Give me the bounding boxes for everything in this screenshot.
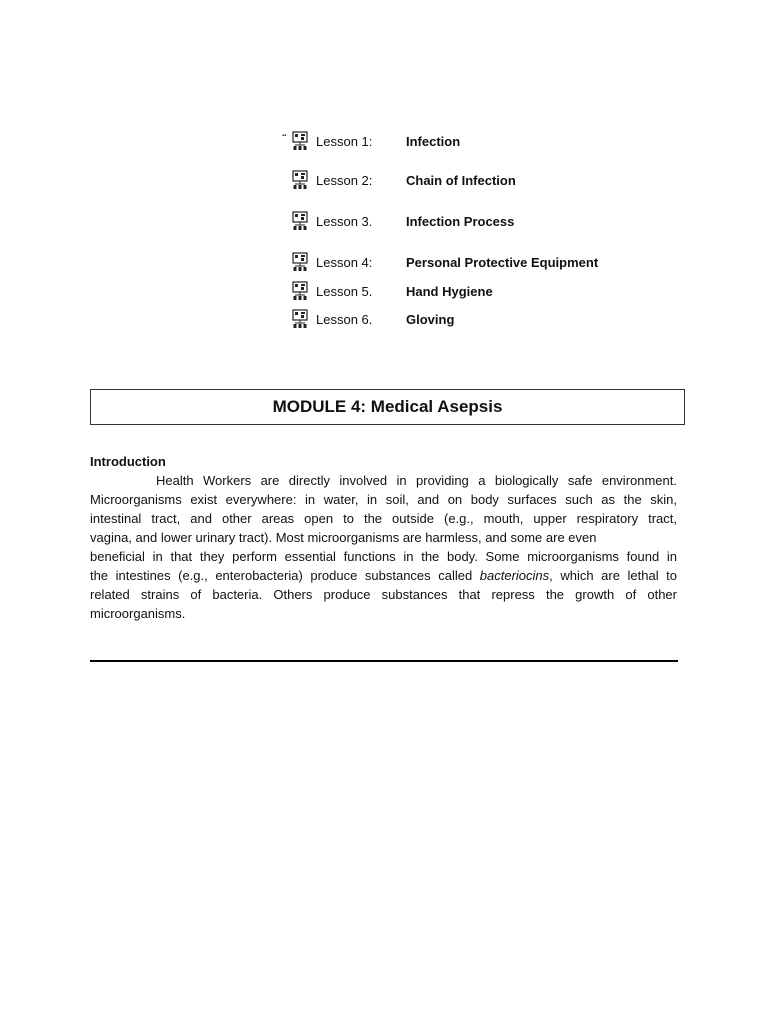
hierarchy-icon <box>292 211 308 231</box>
horizontal-rule <box>90 660 678 662</box>
module-title-box <box>90 389 685 425</box>
paragraph-line: vagina, and lower urinary tract). Most microorganisms are harmless, and some are even <box>90 530 597 545</box>
paragraph-line <box>90 471 677 490</box>
lesson-number: Lesson 2: <box>316 173 373 188</box>
paragraph-line: intestinal tract, and other areas open to the outside (e.g., mouth, upper respiratory tract, <box>90 511 677 526</box>
list-marker-icon: ▪▪ <box>282 133 287 139</box>
paragraph-line: beneficial in that they perform essential functions in the body. Some microorganisms found in <box>90 549 677 564</box>
paragraph-text: Health Workers are directly involved in providing a biologically safe environment. <box>156 473 677 488</box>
lesson-title: Hand Hygiene <box>406 284 493 299</box>
lesson-row-1 <box>280 131 700 153</box>
paragraph-line: related strains of bacteria. Others produce substances that repress the growth of other <box>90 587 677 602</box>
lesson-number: Lesson 5. <box>316 284 373 299</box>
paragraph-line: Microorganisms exist everywhere: in water, in soil, and on body surfaces such as the skin, <box>90 492 677 507</box>
italic-term: bacteriocins <box>479 568 550 583</box>
hierarchy-icon <box>292 252 308 272</box>
lesson-row-6 <box>280 309 700 331</box>
lesson-number: Lesson 1: <box>316 134 373 149</box>
lesson-title: Chain of Infection <box>406 173 516 188</box>
lesson-title: Personal Protective Equipment <box>406 255 599 270</box>
lesson-number: Lesson 3. <box>316 214 373 229</box>
lesson-title: Infection <box>406 134 461 149</box>
introduction-heading: Introduction <box>90 454 166 469</box>
paragraph-line: microorganisms. <box>90 606 186 621</box>
module-title: MODULE 4: Medical Asepsis <box>272 397 503 416</box>
lesson-number: Lesson 4: <box>316 255 373 270</box>
lesson-row-2 <box>280 170 700 192</box>
hierarchy-icon <box>292 170 308 190</box>
paragraph-text: , which are lethal to <box>549 568 678 583</box>
lesson-title: Infection Process <box>406 214 515 229</box>
lesson-row-4 <box>280 252 700 274</box>
hierarchy-icon <box>292 131 308 151</box>
paragraph-line <box>90 566 677 585</box>
paragraph-text: the intestines (e.g., enterobacteria) produce substances called <box>90 568 480 583</box>
hierarchy-icon <box>292 281 308 301</box>
lesson-number: Lesson 6. <box>316 312 373 327</box>
lesson-title: Gloving <box>406 312 455 327</box>
lesson-row-5 <box>280 281 700 303</box>
hierarchy-icon <box>292 309 308 329</box>
lesson-row-3 <box>280 211 700 233</box>
